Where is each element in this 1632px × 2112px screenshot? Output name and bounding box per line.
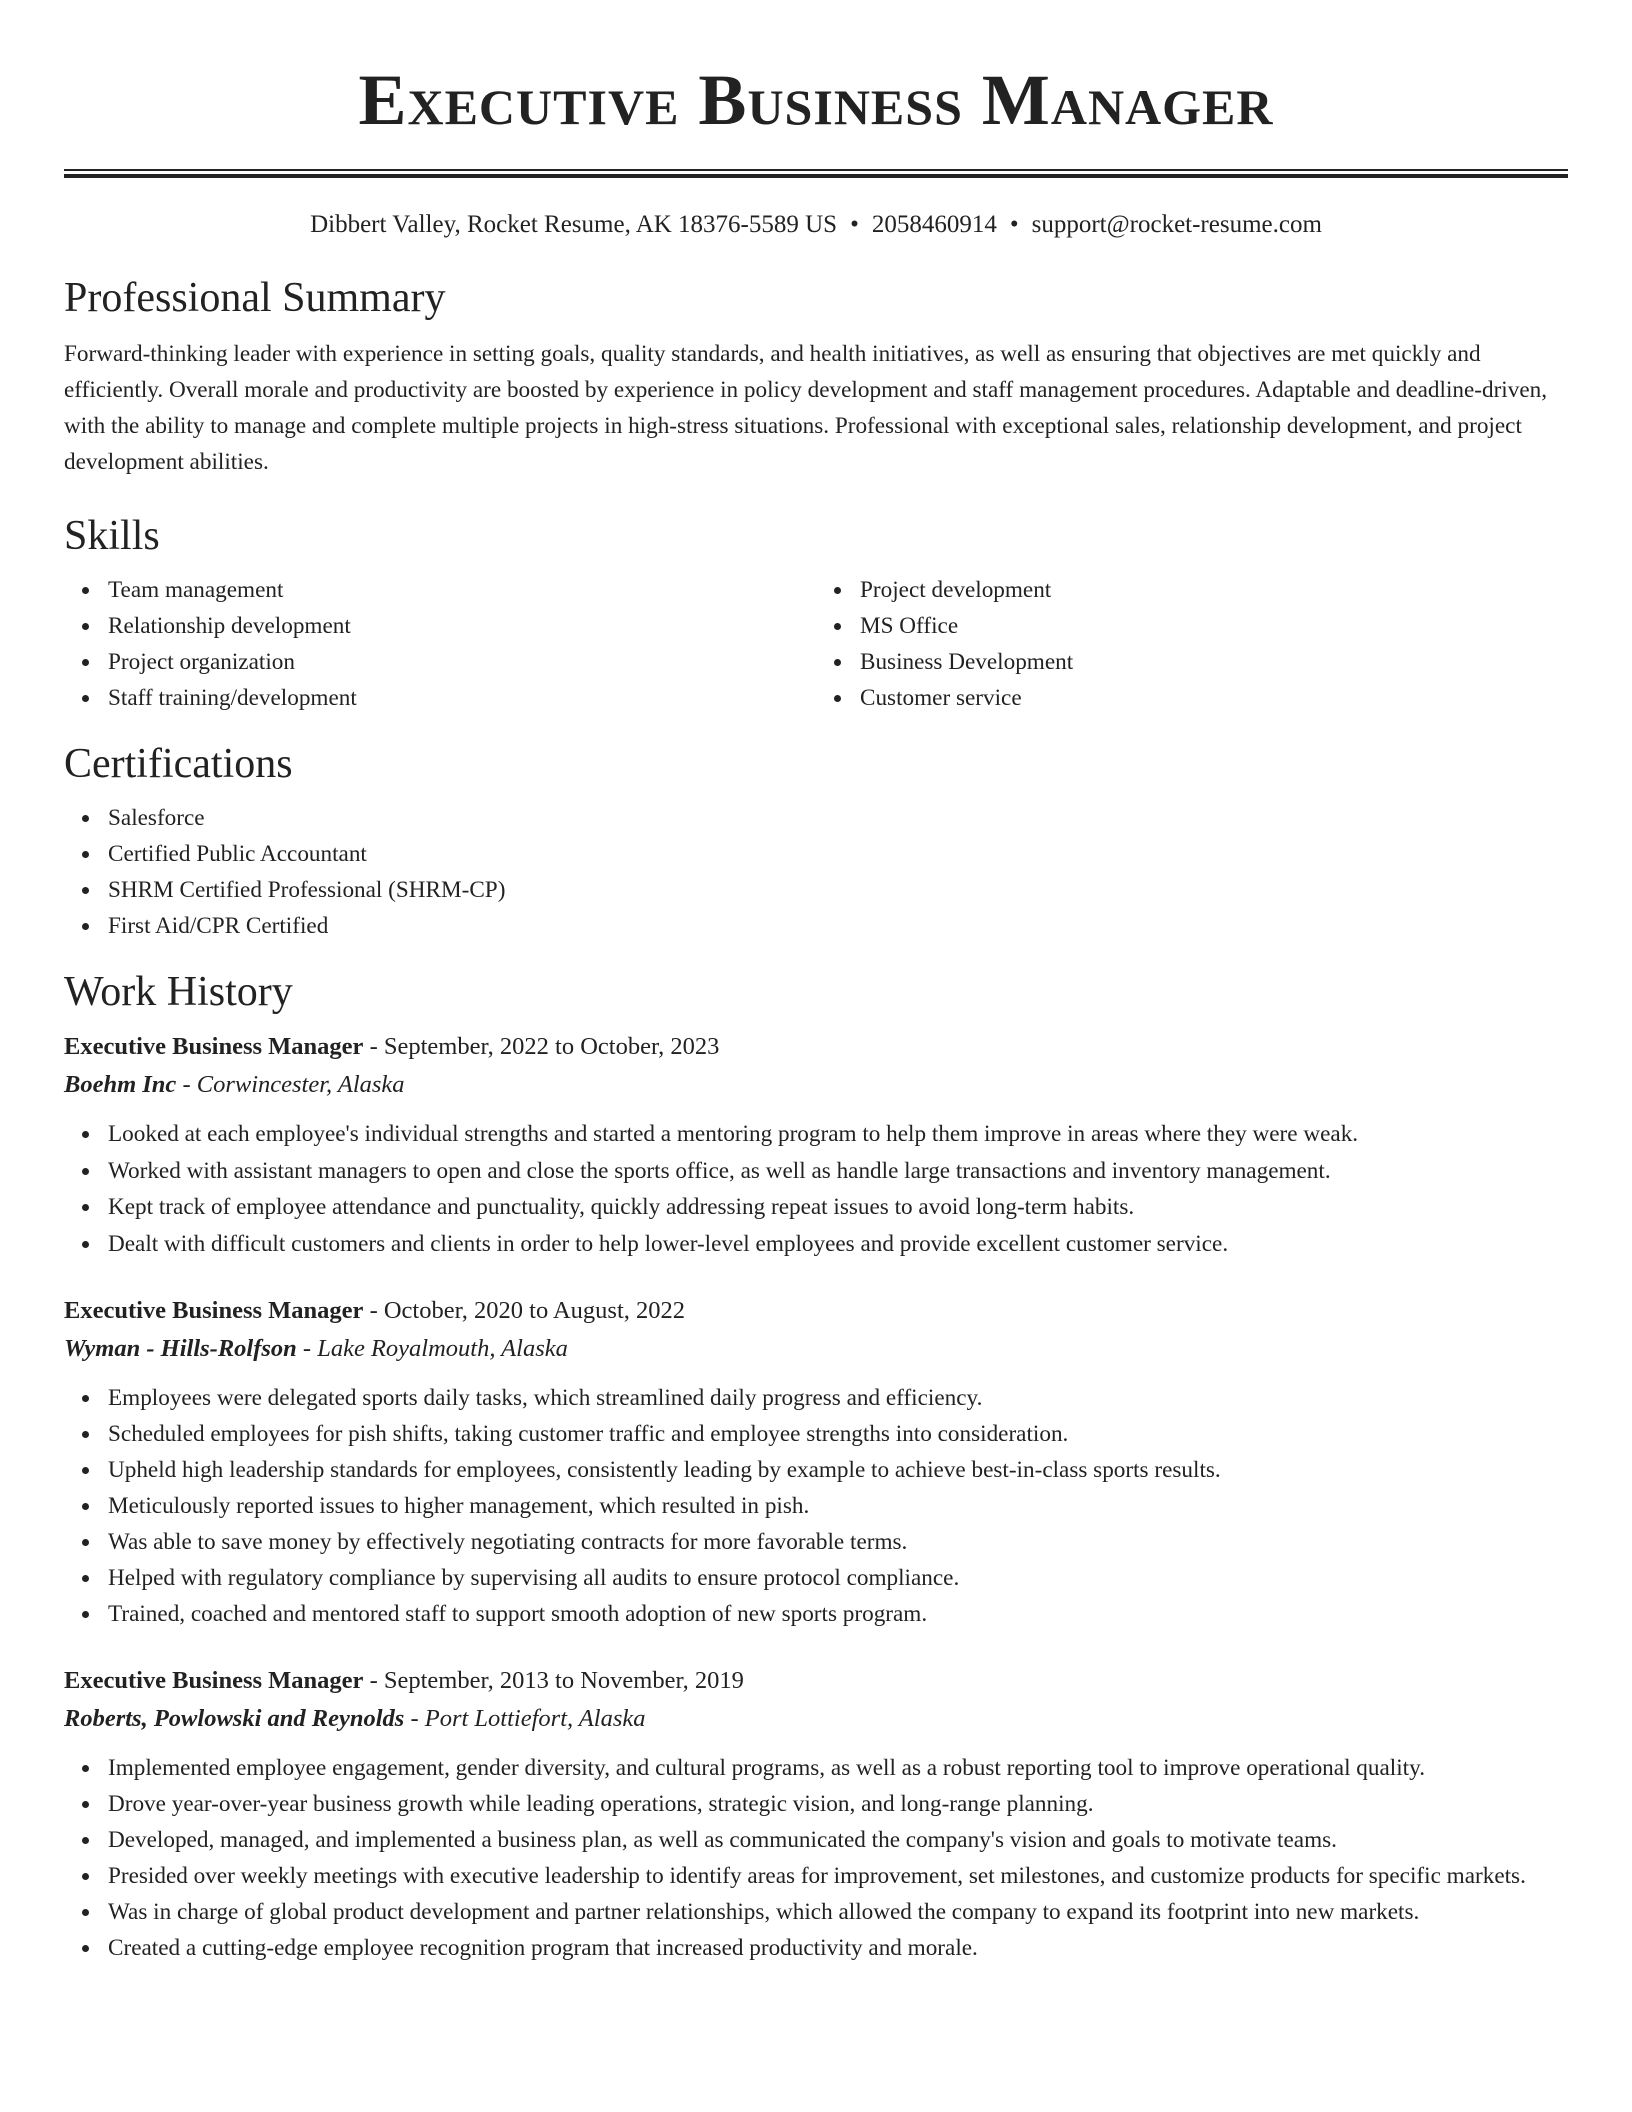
job-location: Lake Royalmouth, Alaska <box>317 1335 568 1362</box>
job-bullet: Upheld high leadership standards for employees, consistently leading by example to achieve best-in-class sports results. <box>108 1452 1568 1488</box>
skills-list-right <box>816 572 1568 716</box>
job-bullet: Was in charge of global product development and partner relationships, which allowed the company to expand its footprint into new markets. <box>108 1894 1568 1930</box>
job-bullet: Kept track of employee attendance and punctuality, quickly addressing repeat issues to avoid long-term habits. <box>108 1189 1568 1226</box>
certification-item: Certified Public Accountant <box>108 836 1568 872</box>
skill-item: Relationship development <box>108 608 816 644</box>
job-bullet: Meticulously reported issues to higher management, which resulted in pish. <box>108 1488 1568 1524</box>
skills-heading: Skills <box>64 513 160 559</box>
summary-heading: Professional Summary <box>64 275 446 321</box>
contact-separator: • <box>1009 211 1019 238</box>
skill-item: Project organization <box>108 644 816 680</box>
job-bullet: Looked at each employee's individual strengths and started a mentoring program to help them improve in areas where they were weak. <box>108 1116 1568 1153</box>
job-bullet: Presided over weekly meetings with executive leadership to identify areas for improvement, set milestones, and customize products for specific markets. <box>108 1858 1568 1894</box>
job-role: Executive Business Manager <box>64 1033 364 1060</box>
job-bullet: Worked with assistant managers to open and close the sports office, as well as handle large transactions and inventory management. <box>108 1153 1568 1190</box>
job-entry <box>64 1292 1568 1632</box>
contact-separator: • <box>850 211 859 238</box>
job-location: Corwincester, Alaska <box>196 1071 405 1098</box>
job-company-line: Roberts, Powlowski and Reynolds - Port Lottiefort, Alaska <box>64 1705 646 1732</box>
skill-item: Business Development <box>860 644 1568 680</box>
job-bullet: Employees were delegated sports daily tasks, which streamlined daily progress and efficiency. <box>108 1380 1568 1416</box>
work-history-heading: Work History <box>64 969 293 1015</box>
summary-text: Forward-thinking leader with experience in setting goals, quality standards, and health initiatives, as well as ensuring that objectives are met quickly and efficiently. Overall morale and productivity are boosted by experience in policy development and staff management procedures. Adaptable and deadline-driven, with the ability to manage and complete multiple projects in high-stress situations. Professional with exceptional sales, relationship development, and project development abilities. <box>64 341 1548 475</box>
job-header: Executive Business Manager - September, 2022 to October, 2023 <box>64 1033 720 1060</box>
job-company-line: Boehm Inc - Corwincester, Alaska <box>64 1071 405 1098</box>
job-company: Roberts, Powlowski and Reynolds <box>64 1705 405 1732</box>
job-bullet: Implemented employee engagement, gender diversity, and cultural programs, as well as a robust reporting tool to improve operational quality. <box>108 1750 1568 1786</box>
skill-item: Staff training/development <box>108 680 816 716</box>
contact-email: support@rocket-resume.com <box>1031 211 1322 238</box>
job-location: Port Lottiefort, Alaska <box>424 1705 646 1732</box>
job-role: Executive Business Manager <box>64 1667 364 1694</box>
job-bullet: Developed, managed, and implemented a business plan, as well as communicated the company's vision and goals to motivate teams. <box>108 1822 1568 1858</box>
title-divider <box>64 169 1568 178</box>
skill-item: MS Office <box>860 608 1568 644</box>
job-bullet: Drove year-over-year business growth while leading operations, strategic vision, and long-range planning. <box>108 1786 1568 1822</box>
job-dates: September, 2022 to October, 2023 <box>383 1033 720 1060</box>
job-dates: September, 2013 to November, 2019 <box>383 1667 744 1694</box>
job-bullet-list <box>64 1380 1568 1632</box>
job-entry <box>64 1028 1568 1262</box>
contact-line <box>64 208 1568 242</box>
job-bullet-list <box>64 1116 1568 1262</box>
certifications-list <box>64 800 1568 944</box>
job-bullet: Was able to save money by effectively negotiating contracts for more favorable terms. <box>108 1524 1568 1560</box>
job-entry <box>64 1662 1568 1966</box>
skill-item: Customer service <box>860 680 1568 716</box>
job-bullet: Scheduled employees for pish shifts, taking customer traffic and employee strengths into consideration. <box>108 1416 1568 1452</box>
contact-address: Dibbert Valley, Rocket Resume, AK 18376-5589 US <box>310 211 838 238</box>
contact-phone: 2058460914 <box>871 211 997 238</box>
job-header: Executive Business Manager - October, 2020 to August, 2022 <box>64 1297 686 1324</box>
skills-list-left <box>64 572 816 716</box>
certification-item: Salesforce <box>108 800 1568 836</box>
job-bullet: Trained, coached and mentored staff to support smooth adoption of new sports program. <box>108 1596 1568 1632</box>
job-bullet: Created a cutting-edge employee recognition program that increased productivity and morale. <box>108 1930 1568 1966</box>
job-header: Executive Business Manager - September, 2013 to November, 2019 <box>64 1667 744 1694</box>
job-company-line: Wyman - Hills-Rolfson - Lake Royalmouth, Alaska <box>64 1335 568 1362</box>
resume-title: Executive Business Manager <box>358 60 1274 140</box>
job-company: Wyman - Hills-Rolfson <box>64 1335 297 1362</box>
job-bullet: Dealt with difficult customers and clients in order to help lower-level employees and provide excellent customer service. <box>108 1226 1568 1263</box>
skill-item: Team management <box>108 572 816 608</box>
skills-grid <box>64 572 1568 716</box>
skill-item: Project development <box>860 572 1568 608</box>
job-dates: October, 2020 to August, 2022 <box>383 1297 686 1324</box>
job-company: Boehm Inc <box>64 1071 177 1098</box>
certification-item: First Aid/CPR Certified <box>108 908 1568 944</box>
job-role: Executive Business Manager <box>64 1297 364 1324</box>
job-bullet-list <box>64 1750 1568 1966</box>
certifications-heading: Certifications <box>64 741 293 787</box>
certification-item: SHRM Certified Professional (SHRM-CP) <box>108 872 1568 908</box>
job-bullet: Helped with regulatory compliance by supervising all audits to ensure protocol compliance. <box>108 1560 1568 1596</box>
